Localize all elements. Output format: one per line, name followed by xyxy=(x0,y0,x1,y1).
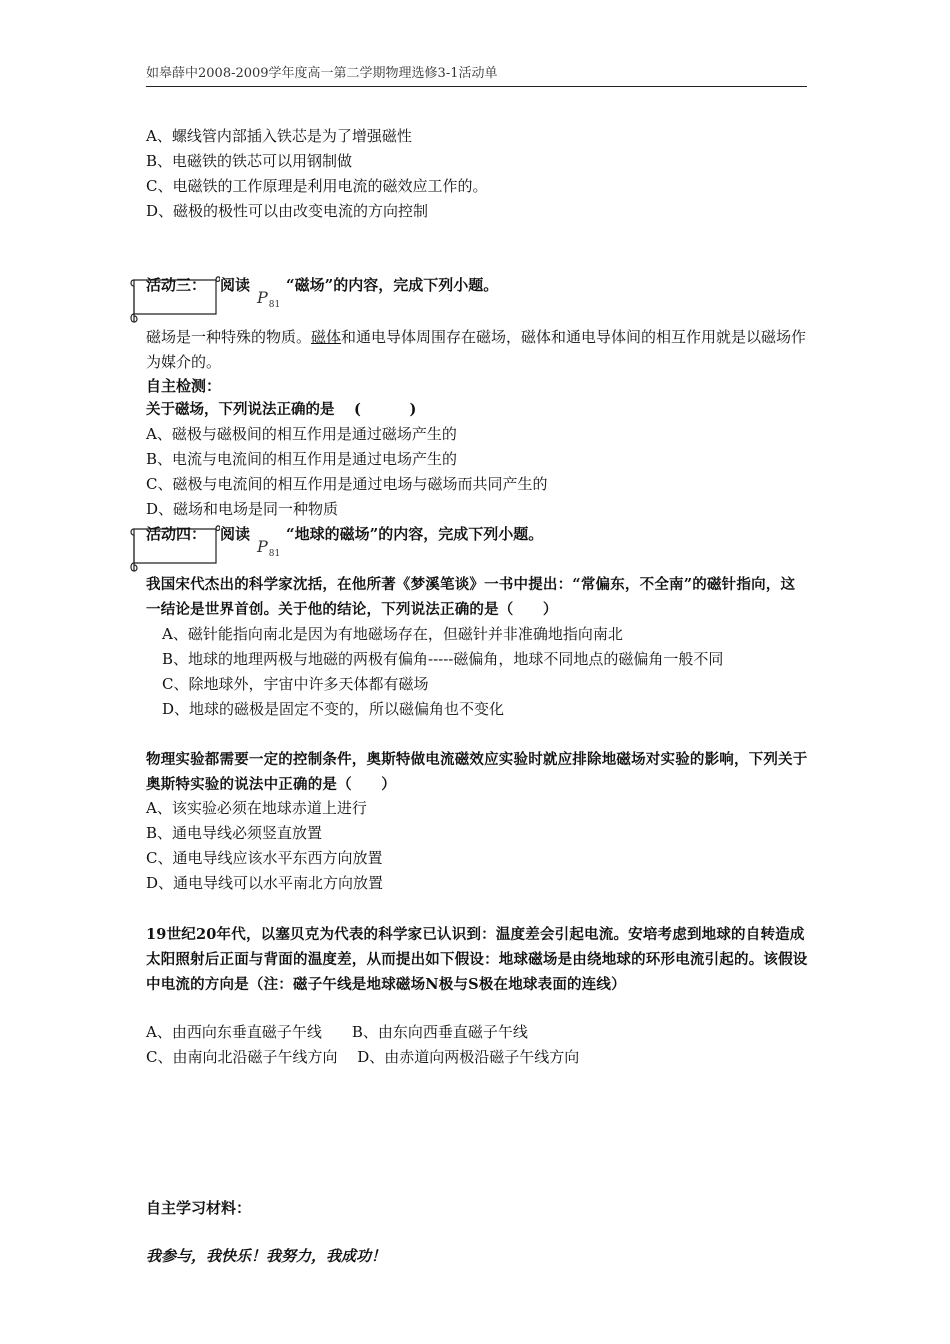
option-d: D、磁极的极性可以由改变电流的方向控制 xyxy=(146,202,429,220)
activity4-page-ref xyxy=(257,538,280,563)
q1-option-c: C、除地球外，宇宙中许多天体都有磁场 xyxy=(162,675,429,693)
self-study-materials-heading: 自主学习材料： xyxy=(146,1199,252,1217)
activity4-question-3: 19世纪20年代，以塞贝克为代表的科学家已认识到：温度差会引起电流。安培考虑到地球的自转造成太阳照射后正面与背面的温度差，从而提出如下假设：地球磁场是由绕地球的环形电流引起的。该假设中电流的方向是（注：磁子午线是地球磁场N极与S极在地球表面的连线） xyxy=(146,926,808,993)
activity3-scroll-label xyxy=(128,274,220,314)
activity3-read: 阅读 xyxy=(220,276,251,294)
q2-option-b: B、通电导线必须竖直放置 xyxy=(146,824,323,842)
activity3-page-ref xyxy=(257,289,280,314)
q1-option-b: B、地球的地理两极与地磁的两极有偏角-----磁偏角，地球不同地点的磁偏角一般不同 xyxy=(162,650,724,668)
q2-option-a: A、该实验必须在地球赤道上进行 xyxy=(146,799,367,817)
activity4-question-1: 我国宋代杰出的科学家沈括，在他所著《梦溪笔谈》一书中提出：“常偏东，不全南”的磁针指向，这一结论是世界首创。关于他的结论，下列说法正确的是（ ） xyxy=(146,576,796,618)
para-link-cixiti: 磁体 xyxy=(311,328,342,346)
q2-option-c: C、通电导线应该水平东西方向放置 xyxy=(146,849,383,867)
activity4-title: “地球的磁场”的内容，完成下列小题。 xyxy=(286,525,544,543)
activity4-read: 阅读 xyxy=(220,525,251,543)
activity3-option-c: C、磁极与电流间的相互作用是通过电场与磁场而共同产生的 xyxy=(146,475,548,493)
activity3-option-b: B、电流与电流间的相互作用是通过电场产生的 xyxy=(146,450,458,468)
option-c: C、电磁铁的工作原理是利用电流的磁效应工作的。 xyxy=(146,177,488,195)
option-b: B、电磁铁的铁芯可以用钢制做 xyxy=(146,152,353,170)
page-letter: P xyxy=(257,288,268,307)
page-number: 81 xyxy=(268,300,281,310)
option-a: A、螺线管内部插入铁芯是为了增强磁性 xyxy=(146,127,412,145)
q3-options-row2: C、由南向北沿磁子午线方向 D、由赤道向两极沿磁子午线方向 xyxy=(146,1048,580,1066)
q1-option-a: A、磁针能指向南北是因为有地磁场存在，但磁针并非准确地指向南北 xyxy=(162,625,623,643)
activity4-scroll-label xyxy=(128,523,220,563)
motto: 我参与，我快乐！我努力，我成功！ xyxy=(146,1247,387,1265)
activity3-option-d: D、磁场和电场是同一种物质 xyxy=(146,500,339,518)
para-text-post: 和通电导体周围存在磁场，磁体和通电导体间的相互作用就是以磁场作为媒介的。 xyxy=(146,328,807,371)
activity4-question-2: 物理实验都需要一定的控制条件，奥斯特做电流磁效应实验时就应排除地磁场对实验的影响，下列关于奥斯特实验的说法中正确的是（ ） xyxy=(146,751,808,793)
activity3-option-a: A、磁极与磁极间的相互作用是通过磁场产生的 xyxy=(146,425,457,443)
para-text-pre: 磁场是一种特殊的物质。 xyxy=(146,328,312,346)
page-number: 81 xyxy=(268,549,281,559)
activity3-question: 关于磁场，下列说法正确的是 ( ) xyxy=(146,401,417,418)
page-letter: P xyxy=(257,537,268,556)
self-check-heading: 自主检测： xyxy=(146,377,222,395)
q1-option-d: D、地球的磁极是固定不变的，所以磁偏角也不变化 xyxy=(162,700,505,718)
activity3-paragraph xyxy=(146,325,808,375)
activity4-label: 活动四： xyxy=(146,525,207,543)
activity3-label: 活动三： xyxy=(146,276,207,294)
q3-options-row1: A、由西向东垂直磁子午线 B、由东向西垂直磁子午线 xyxy=(146,1023,528,1041)
page-header: 如皋薛中2008-2009学年度高一第二学期物理选修3-1活动单 xyxy=(146,64,807,87)
activity3-title: “磁场”的内容，完成下列小题。 xyxy=(286,276,499,294)
q2-option-d: D、通电导线可以水平南北方向放置 xyxy=(146,874,384,892)
